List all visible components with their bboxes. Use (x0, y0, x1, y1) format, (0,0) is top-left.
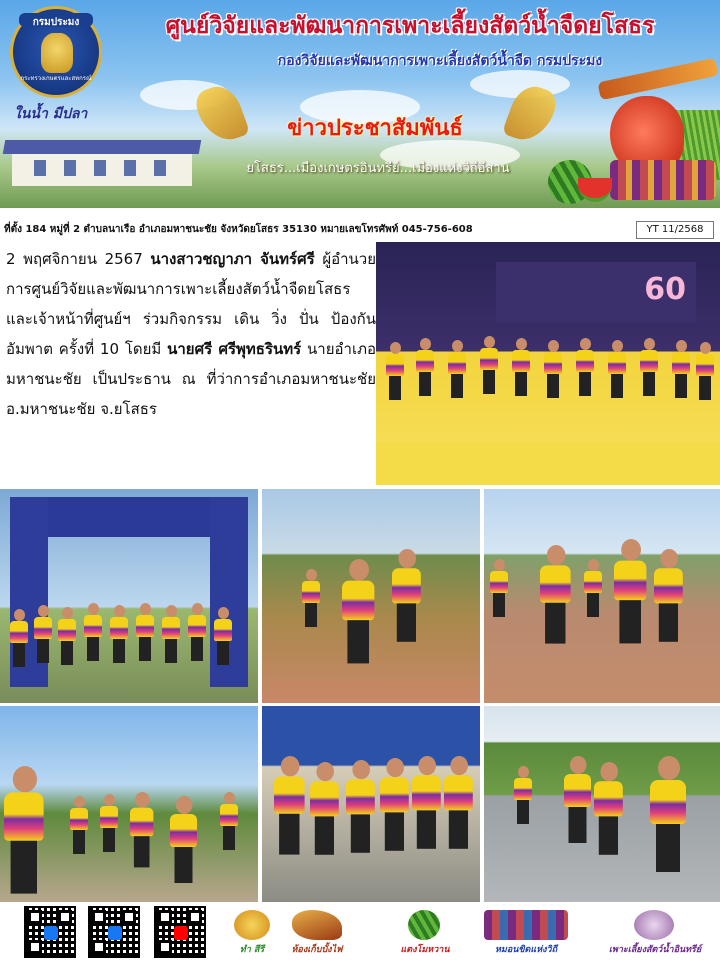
person (10, 609, 28, 667)
pillow-icon (484, 910, 568, 940)
article-date: 2 พฤศจิกายน 2567 (6, 250, 143, 268)
person (650, 756, 686, 872)
person (540, 545, 571, 644)
person (214, 607, 232, 665)
person (188, 603, 206, 661)
person (490, 559, 508, 617)
person (136, 603, 154, 661)
photo-crowd-walk (0, 706, 258, 902)
footer-logo-3 (394, 910, 456, 956)
qr-corner (28, 940, 42, 954)
person (564, 756, 591, 843)
person (342, 559, 374, 663)
facebook-icon (44, 926, 58, 940)
photo-start-arch (0, 489, 258, 703)
rocket-festival-icon (292, 910, 342, 940)
youtube-qr-code[interactable] (154, 906, 206, 958)
person (274, 756, 305, 855)
person (654, 549, 683, 642)
news-title: ข่าวประชาสัมพันธ์ (287, 116, 463, 141)
youtube-icon (174, 926, 188, 940)
logo-subtitle: กระทรวงเกษตรและสหกรณ์ (20, 75, 92, 82)
article-text-part1: ผู้อำนวยการศูนย์วิจัยและพัฒนาการเพาะเลี้ยงสัตว์น้ำจืดยโสธร และเจ้าหน้าที่ศูนย์ฯ ร่วมกิจกรรม เดิน วิ่ง ปั่น ป้องกันอัมพาต ครั้งที่ 10 โดยมี (6, 250, 376, 358)
person (110, 605, 128, 663)
emblem-icon (41, 33, 73, 73)
building-window (94, 160, 106, 176)
building-window (154, 160, 166, 176)
address-bar (0, 219, 720, 241)
person (608, 340, 626, 398)
facebook-icon (108, 926, 122, 940)
triangle-pillow-decoration (610, 160, 716, 200)
person (170, 796, 197, 883)
person (34, 605, 52, 663)
building-window (34, 160, 46, 176)
qr-corner (158, 940, 172, 954)
person (220, 792, 238, 850)
footer-logo-label: ทำ สีรี (239, 945, 265, 955)
person (392, 549, 421, 642)
person (444, 756, 473, 849)
facebook-qr-code[interactable] (24, 906, 76, 958)
photo-walking-pair (262, 489, 480, 703)
document-code: YT 11/2568 (636, 221, 714, 239)
footer-logo-4 (474, 910, 578, 956)
person (162, 605, 180, 663)
logo-band (19, 13, 93, 27)
header-banner (0, 0, 720, 208)
province-motto: ยโสธร...เมืองเกษตรอินทรีย์...เมืองแห่งวิถีอีสาน (246, 161, 510, 176)
footer-logo-label: แตงโมหวาน (400, 945, 450, 955)
person (512, 338, 530, 396)
person (514, 766, 532, 824)
center-title: ศูนย์วิจัยและพัฒนาการเพาะเลี้ยงสัตว์น้ำจืดยโสธร (165, 13, 655, 39)
article-body (6, 244, 376, 424)
qr-corner (92, 910, 106, 924)
watermelon-icon (408, 910, 440, 940)
photo-office-group (262, 706, 480, 902)
person (696, 342, 714, 400)
footer-logo-5 (594, 910, 716, 956)
temple-icon (234, 910, 270, 940)
person (346, 760, 375, 853)
photo-walking-group (484, 489, 720, 703)
facebook-qr-code[interactable] (88, 906, 140, 958)
footer-logo-label: หมอนขิดแห่งวิถี (494, 945, 558, 955)
division-title: กองวิจัยและพัฒนาการเพาะเลี้ยงสัตว์น้ำจืด กรมประมง (277, 53, 603, 69)
footer (0, 904, 720, 960)
qr-corner (188, 910, 202, 924)
footer-logo-label: เพาะเลี้ยงสัตว์น้ำอินทรีย์ (608, 945, 702, 955)
logo-title: กรมประมง (32, 17, 80, 28)
footer-logo-label: ห้องเก็บบั้งไฟ (291, 945, 343, 955)
person (412, 756, 441, 849)
address-text: ที่ตั้ง 184 หมู่ที่ 2 ตำบลนาเรือ อำเภอมหาชนะชัย จังหวัดยโสธร 35130 หมายเลขโทรศัพท์ 045-756-608 (4, 224, 473, 235)
person (594, 762, 623, 855)
person (310, 762, 339, 855)
person (480, 336, 498, 394)
article-text-part2: นายอำเภอมหาชนะชัย เป็นประธาน ณ ที่ว่าการอำเภอมหาชนะชัย อ.มหาชนะชัย จ.ยโสธร (6, 340, 376, 418)
person (640, 338, 658, 396)
building-window (124, 160, 136, 176)
person (84, 603, 102, 661)
person (584, 559, 602, 617)
person (544, 340, 562, 398)
qr-corner (58, 910, 72, 924)
person (416, 338, 434, 396)
department-logo (10, 6, 102, 98)
director-name: นางสาวชญาภา จันทร์ศรี (150, 250, 315, 268)
screen-number: 60 (644, 272, 686, 307)
person (302, 569, 320, 627)
qr-corner (92, 940, 106, 954)
qr-corner (158, 910, 172, 924)
photo-stage-group (376, 242, 720, 485)
person (130, 792, 153, 867)
stage-cloth (376, 442, 720, 485)
footer-logo-1 (226, 910, 278, 956)
person (448, 340, 466, 398)
person (672, 340, 690, 398)
chairman-name: นายศรี ศรีพุทธรินทร์ (167, 340, 302, 358)
building-window (64, 160, 76, 176)
person (100, 794, 118, 852)
office-building-picture (4, 130, 204, 190)
person (380, 758, 409, 851)
person (614, 539, 646, 643)
person (386, 342, 404, 400)
slogan: ในน้ำ มีปลา (14, 106, 88, 122)
footer-logo-2 (282, 910, 352, 956)
qr-corner (122, 910, 136, 924)
fish-icon (634, 910, 674, 940)
person (4, 766, 44, 894)
qr-corner (28, 910, 42, 924)
stage-screen (496, 262, 696, 322)
person (70, 796, 88, 854)
person (576, 338, 594, 396)
photo-road-walk (484, 706, 720, 902)
person (58, 607, 76, 665)
building-roof (3, 140, 201, 154)
